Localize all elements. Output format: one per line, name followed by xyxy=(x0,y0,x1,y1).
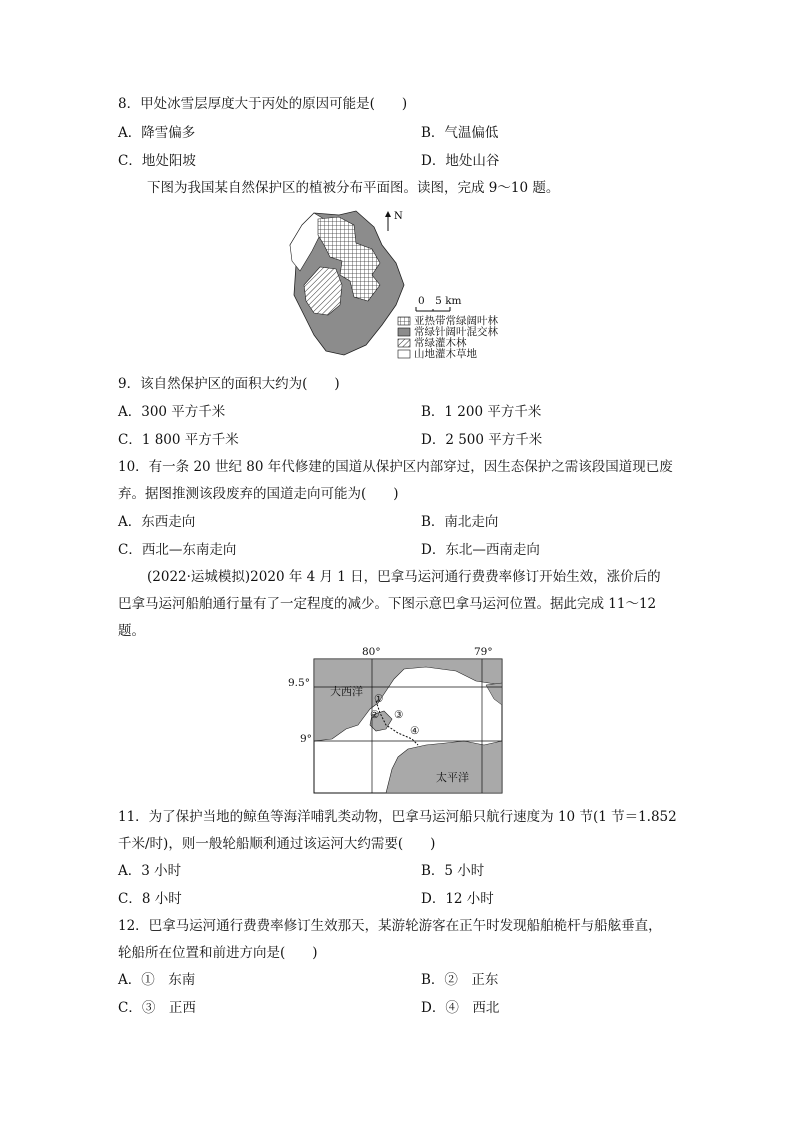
legend-mixed: 常绿针阔叶混交林 xyxy=(414,326,498,338)
q11-option-b: B．5 小时 xyxy=(421,863,485,879)
q10-option-c: C．西北—东南走向 xyxy=(118,542,237,558)
vegetation-map xyxy=(284,205,514,365)
q11-stem-line2: 千米/时)，则一般轮船顺利通过该运河大约需要( ) xyxy=(118,836,436,852)
atlantic-label: 大西洋 xyxy=(330,685,363,698)
marker-2: ② xyxy=(370,709,380,721)
q9-stem: 9．该自然保护区的面积大约为( ) xyxy=(118,376,340,392)
q11-option-c: C．8 小时 xyxy=(118,891,182,907)
panama-canal-map-svg xyxy=(286,645,506,797)
q12-option-c: C．③ 正西 xyxy=(118,1000,196,1016)
marker-4: ④ xyxy=(410,725,420,737)
panama-canal-map xyxy=(286,645,506,797)
legend-meadow: 山地灌木草地 xyxy=(414,348,477,360)
lon-label-79: 79° xyxy=(474,646,493,658)
q8-option-a: A．降雪偏多 xyxy=(118,125,196,141)
q9-option-d: D．2 500 平方千米 xyxy=(421,432,543,448)
lon-label-80: 80° xyxy=(362,646,381,658)
intro-9-10: 下图为我国某自然保护区的植被分布平面图。读图，完成 9～10 题。 xyxy=(147,180,560,196)
intro-11-12-line1: (2022·运城模拟)2020 年 4 月 1 日，巴拿马运河通行费费率修订开始生效，涨价后的 xyxy=(147,569,661,585)
q9-option-b: B．1 200 平方千米 xyxy=(421,404,542,420)
legend-broadleaf: 亚热带常绿阔叶林 xyxy=(414,315,498,327)
legend-shrub: 常绿灌木林 xyxy=(414,337,467,349)
q8-option-b: B．气温偏低 xyxy=(421,125,499,141)
q8-stem: 8．甲处冰雪层厚度大于丙处的原因可能是( ) xyxy=(118,96,408,112)
q12-option-d: D．④ 西北 xyxy=(421,1000,500,1016)
q10-option-b: B．南北走向 xyxy=(421,514,499,530)
q8-option-c: C．地处阳坡 xyxy=(118,153,196,169)
q12-stem-line2: 轮船所在位置和前进方向是( ) xyxy=(118,945,318,961)
scale-label: 0 5 km xyxy=(418,295,462,307)
q10-option-a: A．东西走向 xyxy=(118,514,196,530)
q11-option-a: A．3 小时 xyxy=(118,863,182,879)
q10-stem-line2: 弃。据图推测该段废弃的国道走向可能为( ) xyxy=(118,486,399,502)
q9-option-c: C．1 800 平方千米 xyxy=(118,432,239,448)
q12-option-b: B．② 正东 xyxy=(421,972,499,988)
lat-label-9: 9° xyxy=(300,733,312,745)
vegetation-map-svg xyxy=(284,205,514,365)
marker-3: ③ xyxy=(394,709,404,721)
q11-stem-line1: 11．为了保护当地的鲸鱼等海洋哺乳类动物，巴拿马运河船只航行速度为 10 节(1 节＝1.852 xyxy=(118,809,677,825)
q8-option-d: D．地处山谷 xyxy=(421,153,500,169)
marker-1: ① xyxy=(374,693,384,705)
q10-option-d: D．东北—西南走向 xyxy=(421,542,540,558)
q12-option-a: A．① 东南 xyxy=(118,972,196,988)
pacific-label: 太平洋 xyxy=(436,771,469,784)
q10-stem-line1: 10．有一条 20 世纪 80 年代修建的国道从保护区内部穿过，因生态保护之需该段国道现已废 xyxy=(118,459,673,475)
q12-stem-line1: 12．巴拿马运河通行费费率修订生效那天，某游轮游客在正午时发现船舶桅杆与船舷垂直， xyxy=(118,918,662,934)
q9-option-a: A．300 平方千米 xyxy=(118,404,226,420)
north-label: N xyxy=(394,211,403,222)
q11-option-d: D．12 小时 xyxy=(421,891,494,907)
intro-11-12-line2: 巴拿马运河船舶通行量有了一定程度的减少。下图示意巴拿马运河位置。据此完成 11～12 xyxy=(118,596,657,612)
intro-11-12-line3: 题。 xyxy=(118,623,145,639)
lat-label-9-5: 9.5° xyxy=(288,677,310,689)
